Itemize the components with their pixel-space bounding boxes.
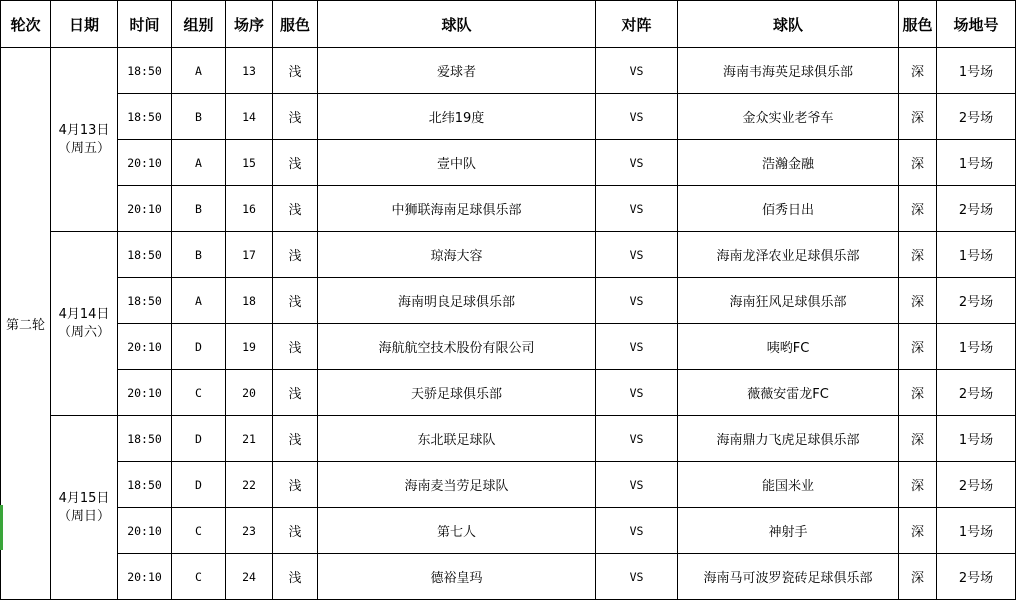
match-group: B [172,94,226,140]
match-no: 24 [226,554,273,600]
match-no: 22 [226,462,273,508]
kit-home: 浅 [273,186,318,232]
team-home: 海航航空技术股份有限公司 [318,324,596,370]
match-group: B [172,186,226,232]
team-home: 北纬19度 [318,94,596,140]
table-row [1,324,1016,370]
match-no: 19 [226,324,273,370]
kit-away: 深 [899,232,937,278]
header-round: 轮次 [1,1,51,48]
match-group: D [172,462,226,508]
match-time: 20:10 [118,140,172,186]
kit-away: 深 [899,508,937,554]
kit-away: 深 [899,48,937,94]
vs-label: VS [596,48,678,94]
team-away: 神射手 [678,508,899,554]
match-group: B [172,232,226,278]
team-home: 壹中队 [318,140,596,186]
header-kit-home: 服色 [273,1,318,48]
vs-label: VS [596,232,678,278]
vs-label: VS [596,508,678,554]
kit-away: 深 [899,416,937,462]
match-no: 21 [226,416,273,462]
date-text: 4月13日 [58,122,110,138]
vs-label: VS [596,554,678,600]
match-time: 18:50 [118,232,172,278]
kit-home: 浅 [273,94,318,140]
match-group: A [172,140,226,186]
team-away: 金众实业老爷车 [678,94,899,140]
venue: 2号场 [937,370,1016,416]
table-row [1,462,1016,508]
match-time: 20:10 [118,186,172,232]
match-group: A [172,48,226,94]
venue: 1号场 [937,232,1016,278]
match-no: 15 [226,140,273,186]
kit-home: 浅 [273,140,318,186]
kit-away: 深 [899,554,937,600]
match-no: 13 [226,48,273,94]
team-away: 薇薇安雷龙FC [678,370,899,416]
date-text: 4月15日 [58,490,110,506]
kit-home: 浅 [273,416,318,462]
team-home: 中狮联海南足球俱乐部 [318,186,596,232]
kit-home: 浅 [273,232,318,278]
vs-label: VS [596,140,678,186]
match-time: 20:10 [118,554,172,600]
team-away: 海南韦海英足球俱乐部 [678,48,899,94]
vs-label: VS [596,324,678,370]
date-text: 4月14日 [58,306,110,322]
venue: 2号场 [937,186,1016,232]
kit-home: 浅 [273,370,318,416]
team-away: 海南鼎力飞虎足球俱乐部 [678,416,899,462]
match-no: 18 [226,278,273,324]
team-away: 咦哟FC [678,324,899,370]
header-kit-away: 服色 [899,1,937,48]
table-row [1,48,1016,94]
header-vs: 对阵 [596,1,678,48]
match-group: A [172,278,226,324]
kit-away: 深 [899,140,937,186]
team-away: 海南马可波罗瓷砖足球俱乐部 [678,554,899,600]
date-cell [51,48,118,232]
team-away: 佰秀日出 [678,186,899,232]
team-home: 海南明良足球俱乐部 [318,278,596,324]
match-no: 20 [226,370,273,416]
table-row [1,186,1016,232]
weekday-text: （周日） [57,508,110,524]
table-row [1,278,1016,324]
team-home: 天骄足球俱乐部 [318,370,596,416]
match-no: 17 [226,232,273,278]
round-cell: 第二轮 [1,48,51,600]
table-row [1,508,1016,554]
kit-away: 深 [899,94,937,140]
match-no: 23 [226,508,273,554]
match-time: 20:10 [118,508,172,554]
kit-away: 深 [899,324,937,370]
match-group: D [172,416,226,462]
weekday-text: （周六） [57,324,110,340]
table-row [1,94,1016,140]
kit-home: 浅 [273,508,318,554]
match-time: 18:50 [118,94,172,140]
venue: 1号场 [937,416,1016,462]
team-home: 东北联足球队 [318,416,596,462]
header-team-home: 球队 [318,1,596,48]
venue: 2号场 [937,94,1016,140]
weekday-text: （周五） [57,140,110,156]
header-row [1,1,1016,48]
table-row [1,140,1016,186]
team-home: 琼海大容 [318,232,596,278]
vs-label: VS [596,278,678,324]
venue: 2号场 [937,462,1016,508]
table-row [1,370,1016,416]
header-date: 日期 [51,1,118,48]
team-away: 海南龙泽农业足球俱乐部 [678,232,899,278]
kit-home: 浅 [273,462,318,508]
match-no: 14 [226,94,273,140]
match-group: C [172,554,226,600]
kit-home: 浅 [273,554,318,600]
vs-label: VS [596,186,678,232]
vs-label: VS [596,462,678,508]
venue: 1号场 [937,140,1016,186]
venue: 1号场 [937,48,1016,94]
team-home: 德裕皇玛 [318,554,596,600]
match-time: 20:10 [118,324,172,370]
date-cell [51,416,118,600]
vs-label: VS [596,370,678,416]
header-time: 时间 [118,1,172,48]
kit-away: 深 [899,186,937,232]
team-home: 第七人 [318,508,596,554]
match-time: 18:50 [118,416,172,462]
kit-away: 深 [899,278,937,324]
kit-home: 浅 [273,48,318,94]
table-row [1,416,1016,462]
team-away: 能国米业 [678,462,899,508]
team-home: 爱球者 [318,48,596,94]
green-edge-mark [0,505,3,550]
match-time: 18:50 [118,48,172,94]
match-group: C [172,370,226,416]
match-no: 16 [226,186,273,232]
team-home: 海南麦当劳足球队 [318,462,596,508]
header-match-no: 场序 [226,1,273,48]
match-time: 20:10 [118,370,172,416]
venue: 1号场 [937,508,1016,554]
header-group: 组别 [172,1,226,48]
match-group: C [172,508,226,554]
venue: 1号场 [937,324,1016,370]
header-venue: 场地号 [937,1,1016,48]
kit-away: 深 [899,370,937,416]
vs-label: VS [596,416,678,462]
venue: 2号场 [937,554,1016,600]
table-row [1,554,1016,600]
date-cell [51,232,118,416]
header-team-away: 球队 [678,1,899,48]
kit-away: 深 [899,462,937,508]
team-away: 海南狂风足球俱乐部 [678,278,899,324]
table-row [1,232,1016,278]
match-group: D [172,324,226,370]
match-time: 18:50 [118,278,172,324]
kit-home: 浅 [273,324,318,370]
team-away: 浩瀚金融 [678,140,899,186]
venue: 2号场 [937,278,1016,324]
match-time: 18:50 [118,462,172,508]
kit-home: 浅 [273,278,318,324]
vs-label: VS [596,94,678,140]
